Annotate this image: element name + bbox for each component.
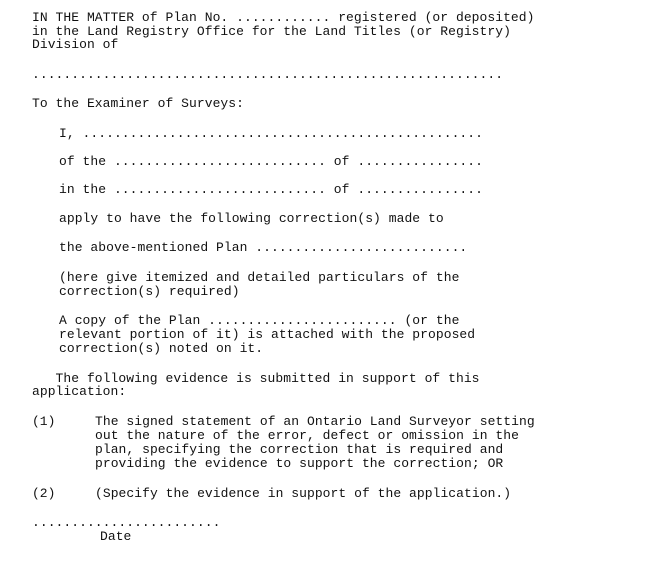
evidence-item-1-line-2: out the nature of the error, defect or omission in the xyxy=(95,428,519,443)
evidence-item-2-number: (2) xyxy=(32,486,56,501)
applicant-in-line: in the ........................... of ................ xyxy=(59,182,483,197)
evidence-item-2-line-1: (Specify the evidence in support of the application.) xyxy=(95,486,512,501)
evidence-item-1-line-3: plan, specifying the correction that is required and xyxy=(95,442,504,457)
copy-line-1: A copy of the Plan ........................ (or the xyxy=(59,313,460,328)
particulars-line-2: correction(s) required) xyxy=(59,284,240,299)
header-line-2: in the Land Registry Office for the Land Titles (or Registry) xyxy=(32,24,511,39)
header-line-1: IN THE MATTER of Plan No. ............ registered (or deposited) xyxy=(32,10,535,25)
particulars-line-1: (here give itemized and detailed particulars of the xyxy=(59,270,460,285)
date-label: Date xyxy=(100,529,132,544)
applicant-of-line: of the ........................... of ................ xyxy=(59,154,483,169)
date-dotted-line: ........................ xyxy=(32,515,221,530)
copy-line-3: correction(s) noted on it. xyxy=(59,341,264,356)
evidence-intro-line-2: application: xyxy=(32,384,127,399)
salutation: To the Examiner of Surveys: xyxy=(32,96,244,111)
evidence-intro-line-1: The following evidence is submitted in support of this xyxy=(32,371,480,386)
applicant-name-line: I, ................................................... xyxy=(59,126,483,141)
evidence-item-1-line-1: The signed statement of an Ontario Land Surveyor setting xyxy=(95,414,535,429)
header-line-3: Division of xyxy=(32,37,119,52)
copy-line-2: relevant portion of it) is attached with the proposed xyxy=(59,327,476,342)
plan-line: the above-mentioned Plan ........................... xyxy=(59,240,468,255)
evidence-item-1-line-4: providing the evidence to support the correction; OR xyxy=(95,456,504,471)
apply-line: apply to have the following correction(s) made to xyxy=(59,211,444,226)
division-dotted-line: ............................................................ xyxy=(32,67,504,82)
evidence-item-1-number: (1) xyxy=(32,414,56,429)
